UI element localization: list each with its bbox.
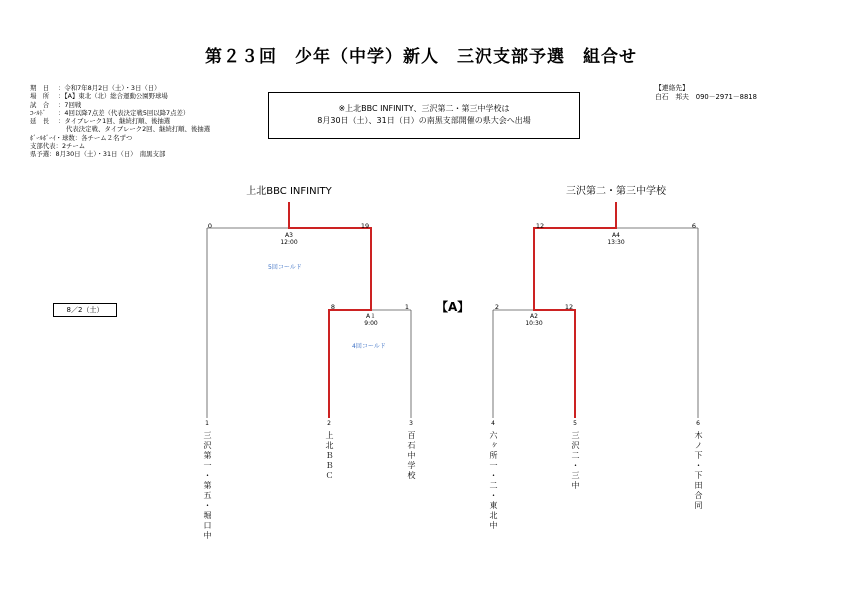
team-name: 百石中学校 bbox=[407, 431, 416, 481]
team-seed: 6 bbox=[696, 420, 700, 427]
info-label: ﾎﾞｰﾙﾎﾞｰｲ・球数 bbox=[30, 133, 75, 142]
game-name: A１ bbox=[365, 313, 377, 320]
game-time: 10:30 bbox=[525, 320, 543, 327]
info-value: 代表決定戦、タイブレーク2回、継続打順、後抽選 bbox=[66, 125, 211, 134]
group-label: 【A】 bbox=[436, 300, 470, 314]
score: 1 bbox=[404, 303, 410, 311]
called-game-note: 5回コールド bbox=[268, 264, 302, 271]
game-time: 13:30 bbox=[607, 239, 625, 246]
page-title: 第２３回 少年（中学）新人 三沢支部予選 組合せ bbox=[205, 47, 637, 67]
score: 12 bbox=[535, 222, 545, 230]
info-value: ：令和7年8月2日（土）・3日（日） bbox=[58, 84, 161, 92]
info-label: 県予選 bbox=[30, 150, 50, 159]
game-time: 9:00 bbox=[364, 320, 378, 327]
info-label: 期 日 bbox=[30, 84, 50, 92]
bracket-winner-left: 上北BBC INFINITY bbox=[246, 186, 332, 197]
team-seed: 2 bbox=[327, 420, 331, 427]
contact-person: 白石 邦夫 090－2971－8818 bbox=[655, 93, 757, 101]
info-label: 試 合 bbox=[30, 100, 50, 109]
team-seed: 1 bbox=[205, 420, 209, 427]
date-label: 8／2（土） bbox=[53, 303, 117, 317]
info-label: 延 長 bbox=[30, 117, 50, 126]
score: 19 bbox=[360, 222, 370, 230]
score: 8 bbox=[330, 303, 336, 311]
info-value: ：各チーム２名ずつ bbox=[74, 133, 133, 142]
score: 12 bbox=[564, 303, 574, 311]
called-game-note: 4回コールド bbox=[352, 343, 386, 350]
game-name: A2 bbox=[530, 313, 538, 320]
bracket-winner-right: 三沢第二・第三中学校 bbox=[566, 186, 666, 197]
info-label: 場 所 bbox=[30, 92, 50, 101]
info-label: 支部代表 bbox=[30, 142, 56, 151]
info-value: ：【A】東北（北）総合運動公園野球場 bbox=[58, 92, 168, 101]
game-name: A4 bbox=[612, 232, 620, 239]
info-value: ：7回戦 bbox=[58, 100, 82, 109]
team-seed: 3 bbox=[409, 420, 413, 427]
info-value: ：2チーム bbox=[55, 142, 86, 151]
team-name: 三沢二・三中 bbox=[571, 431, 580, 491]
team-seed: 5 bbox=[573, 420, 577, 427]
game-label bbox=[364, 313, 377, 327]
notice-line: 8月30日（土）、31日（日）の南黒支部開催の県大会へ出場 bbox=[317, 116, 531, 125]
info-value: ：8月30日（土）・31日（日） 南黒支部 bbox=[49, 150, 166, 159]
team-name: 三沢第一・第五・堀口中 bbox=[203, 431, 212, 541]
team-name: 六ヶ所一・二・東北中 bbox=[489, 431, 498, 531]
contact-heading: 【連絡先】 bbox=[655, 84, 689, 92]
game-label bbox=[280, 232, 297, 246]
info-value: ：タイブレーク1回、継続打順、後抽選 bbox=[58, 117, 171, 126]
team-name: 木ノ下・下田合同 bbox=[694, 431, 703, 511]
score: 6 bbox=[691, 222, 697, 230]
score: 2 bbox=[494, 303, 500, 311]
info-value: ：4回以降7点差（代表決定戦5回以降7点差） bbox=[58, 108, 190, 117]
game-label bbox=[525, 313, 542, 327]
game-label bbox=[607, 232, 624, 246]
score: 0 bbox=[207, 222, 213, 230]
game-time: 12:00 bbox=[280, 239, 298, 246]
winner-path bbox=[534, 202, 616, 418]
info-label: ｺｰﾙﾄﾞ bbox=[30, 108, 46, 117]
game-name: A3 bbox=[285, 232, 293, 239]
notice-line: ※上北BBC INFINITY、三沢第二・第三中学校は bbox=[338, 104, 510, 113]
team-seed: 4 bbox=[491, 420, 495, 427]
team-name: 上北ＢＢＣ bbox=[325, 431, 334, 481]
